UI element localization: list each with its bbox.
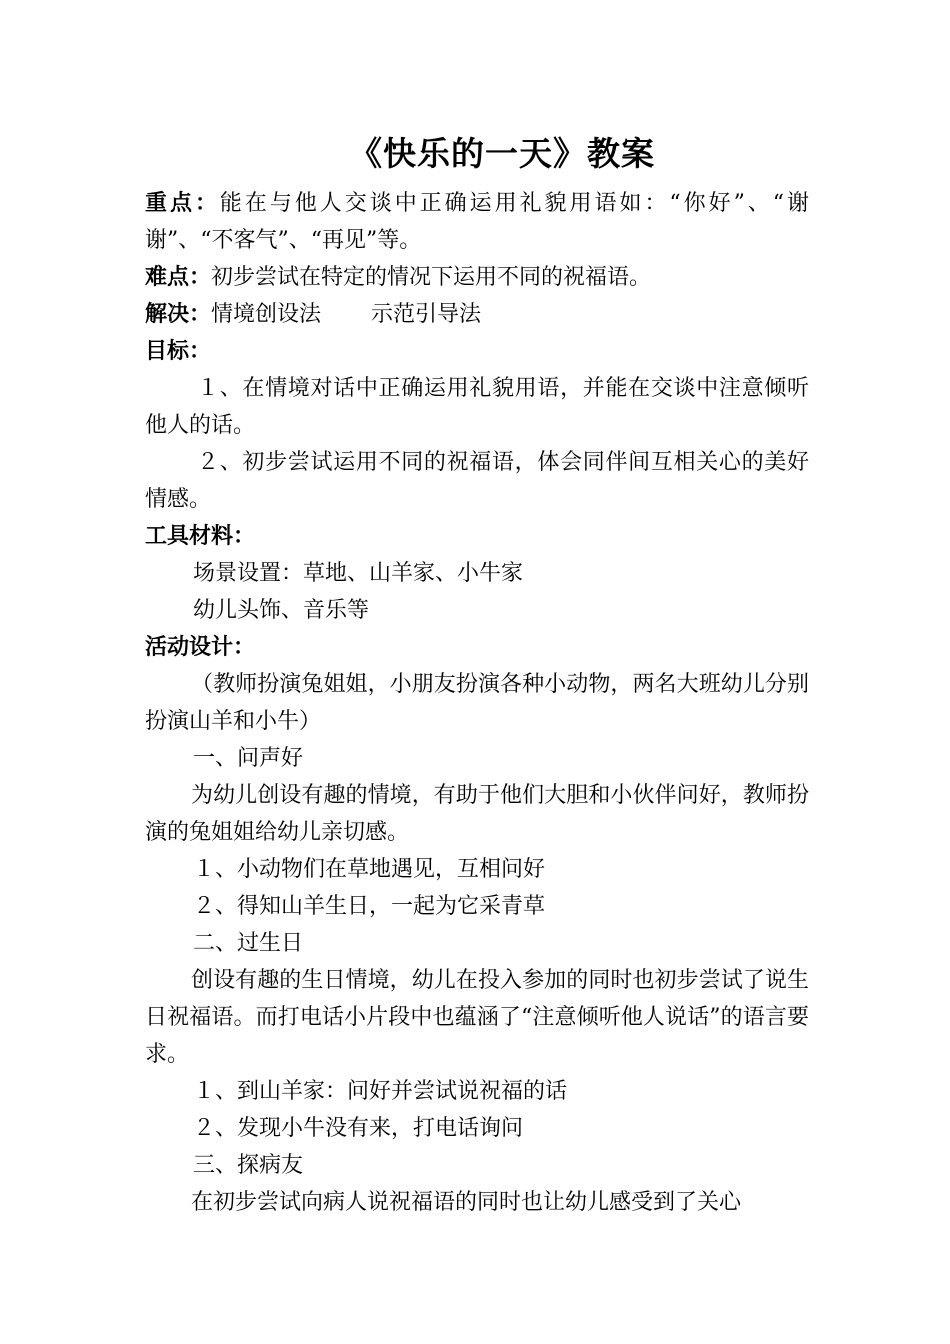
- section-description: 创设有趣的生日情境，幼儿在投入参加的同时也初步尝试了说生日祝福语。而打电话小片段中也蕴涵了“注意倾听他人说话”的语言要求。: [145, 968, 809, 1067]
- goals-heading: [145, 333, 809, 370]
- material-item: 场景设置：草地、山羊家、小牛家: [193, 561, 524, 586]
- key-point-text: 能在与他人交谈中正确运用礼貌用语如：“你好”、“谢谢”、“不客气”、“再见”等。: [145, 191, 809, 253]
- section-heading: 二、过生日: [193, 931, 304, 956]
- section-heading: 三、探病友: [193, 1153, 304, 1178]
- section-step: ２、发现小牛没有来，打电话询问: [193, 1116, 524, 1141]
- section-step: １、小动物们在草地遇见，互相问好: [193, 857, 546, 882]
- solution-method-2: 示范引导法: [371, 302, 482, 327]
- difficulty-label: 难点：: [145, 265, 212, 290]
- section-step: ２、得知山羊生日，一起为它采青草: [193, 894, 546, 919]
- materials-label: 工具材料：: [145, 524, 256, 549]
- difficulty-text: 初步尝试在特定的情况下运用不同的祝福语。: [211, 265, 652, 290]
- design-heading: [145, 629, 809, 666]
- section-step: １、到山羊家：问好并尝试说祝福的话: [193, 1079, 568, 1104]
- page-title: 《快乐的一天》教案: [349, 134, 655, 173]
- difficulty-paragraph: [145, 259, 809, 296]
- goals-label: 目标：: [145, 339, 212, 364]
- solution-method-1: 情境创设法: [211, 302, 322, 327]
- design-intro: （教师扮演兔姐姐，小朋友扮演各种小动物，两名大班幼儿分别扮演山羊和小牛）: [145, 672, 809, 734]
- section-description: 在初步尝试向病人说祝福语的同时也让幼儿感受到了关心: [191, 1190, 742, 1215]
- design-label: 活动设计：: [145, 635, 256, 660]
- materials-heading: [145, 518, 809, 555]
- section-description: 为幼儿创设有趣的情境，有助于他们大胆和小伙伴问好，教师扮演的兔姐姐给幼儿亲切感。: [145, 783, 809, 845]
- key-point-label: 重点：: [145, 191, 220, 216]
- goal-item: １、在情境对话中正确运用礼貌用语，并能在交谈中注意倾听他人的话。: [145, 376, 809, 438]
- document-body: [145, 185, 809, 1221]
- section-heading: 一、问声好: [193, 746, 304, 771]
- solution-label: 解决：: [145, 302, 212, 327]
- solution-paragraph: [145, 296, 809, 333]
- material-item: 幼儿头饰、音乐等: [193, 598, 370, 623]
- goal-item: ２、初步尝试运用不同的祝福语，体会同伴间互相关心的美好情感。: [145, 450, 809, 512]
- key-point-paragraph: [145, 185, 809, 259]
